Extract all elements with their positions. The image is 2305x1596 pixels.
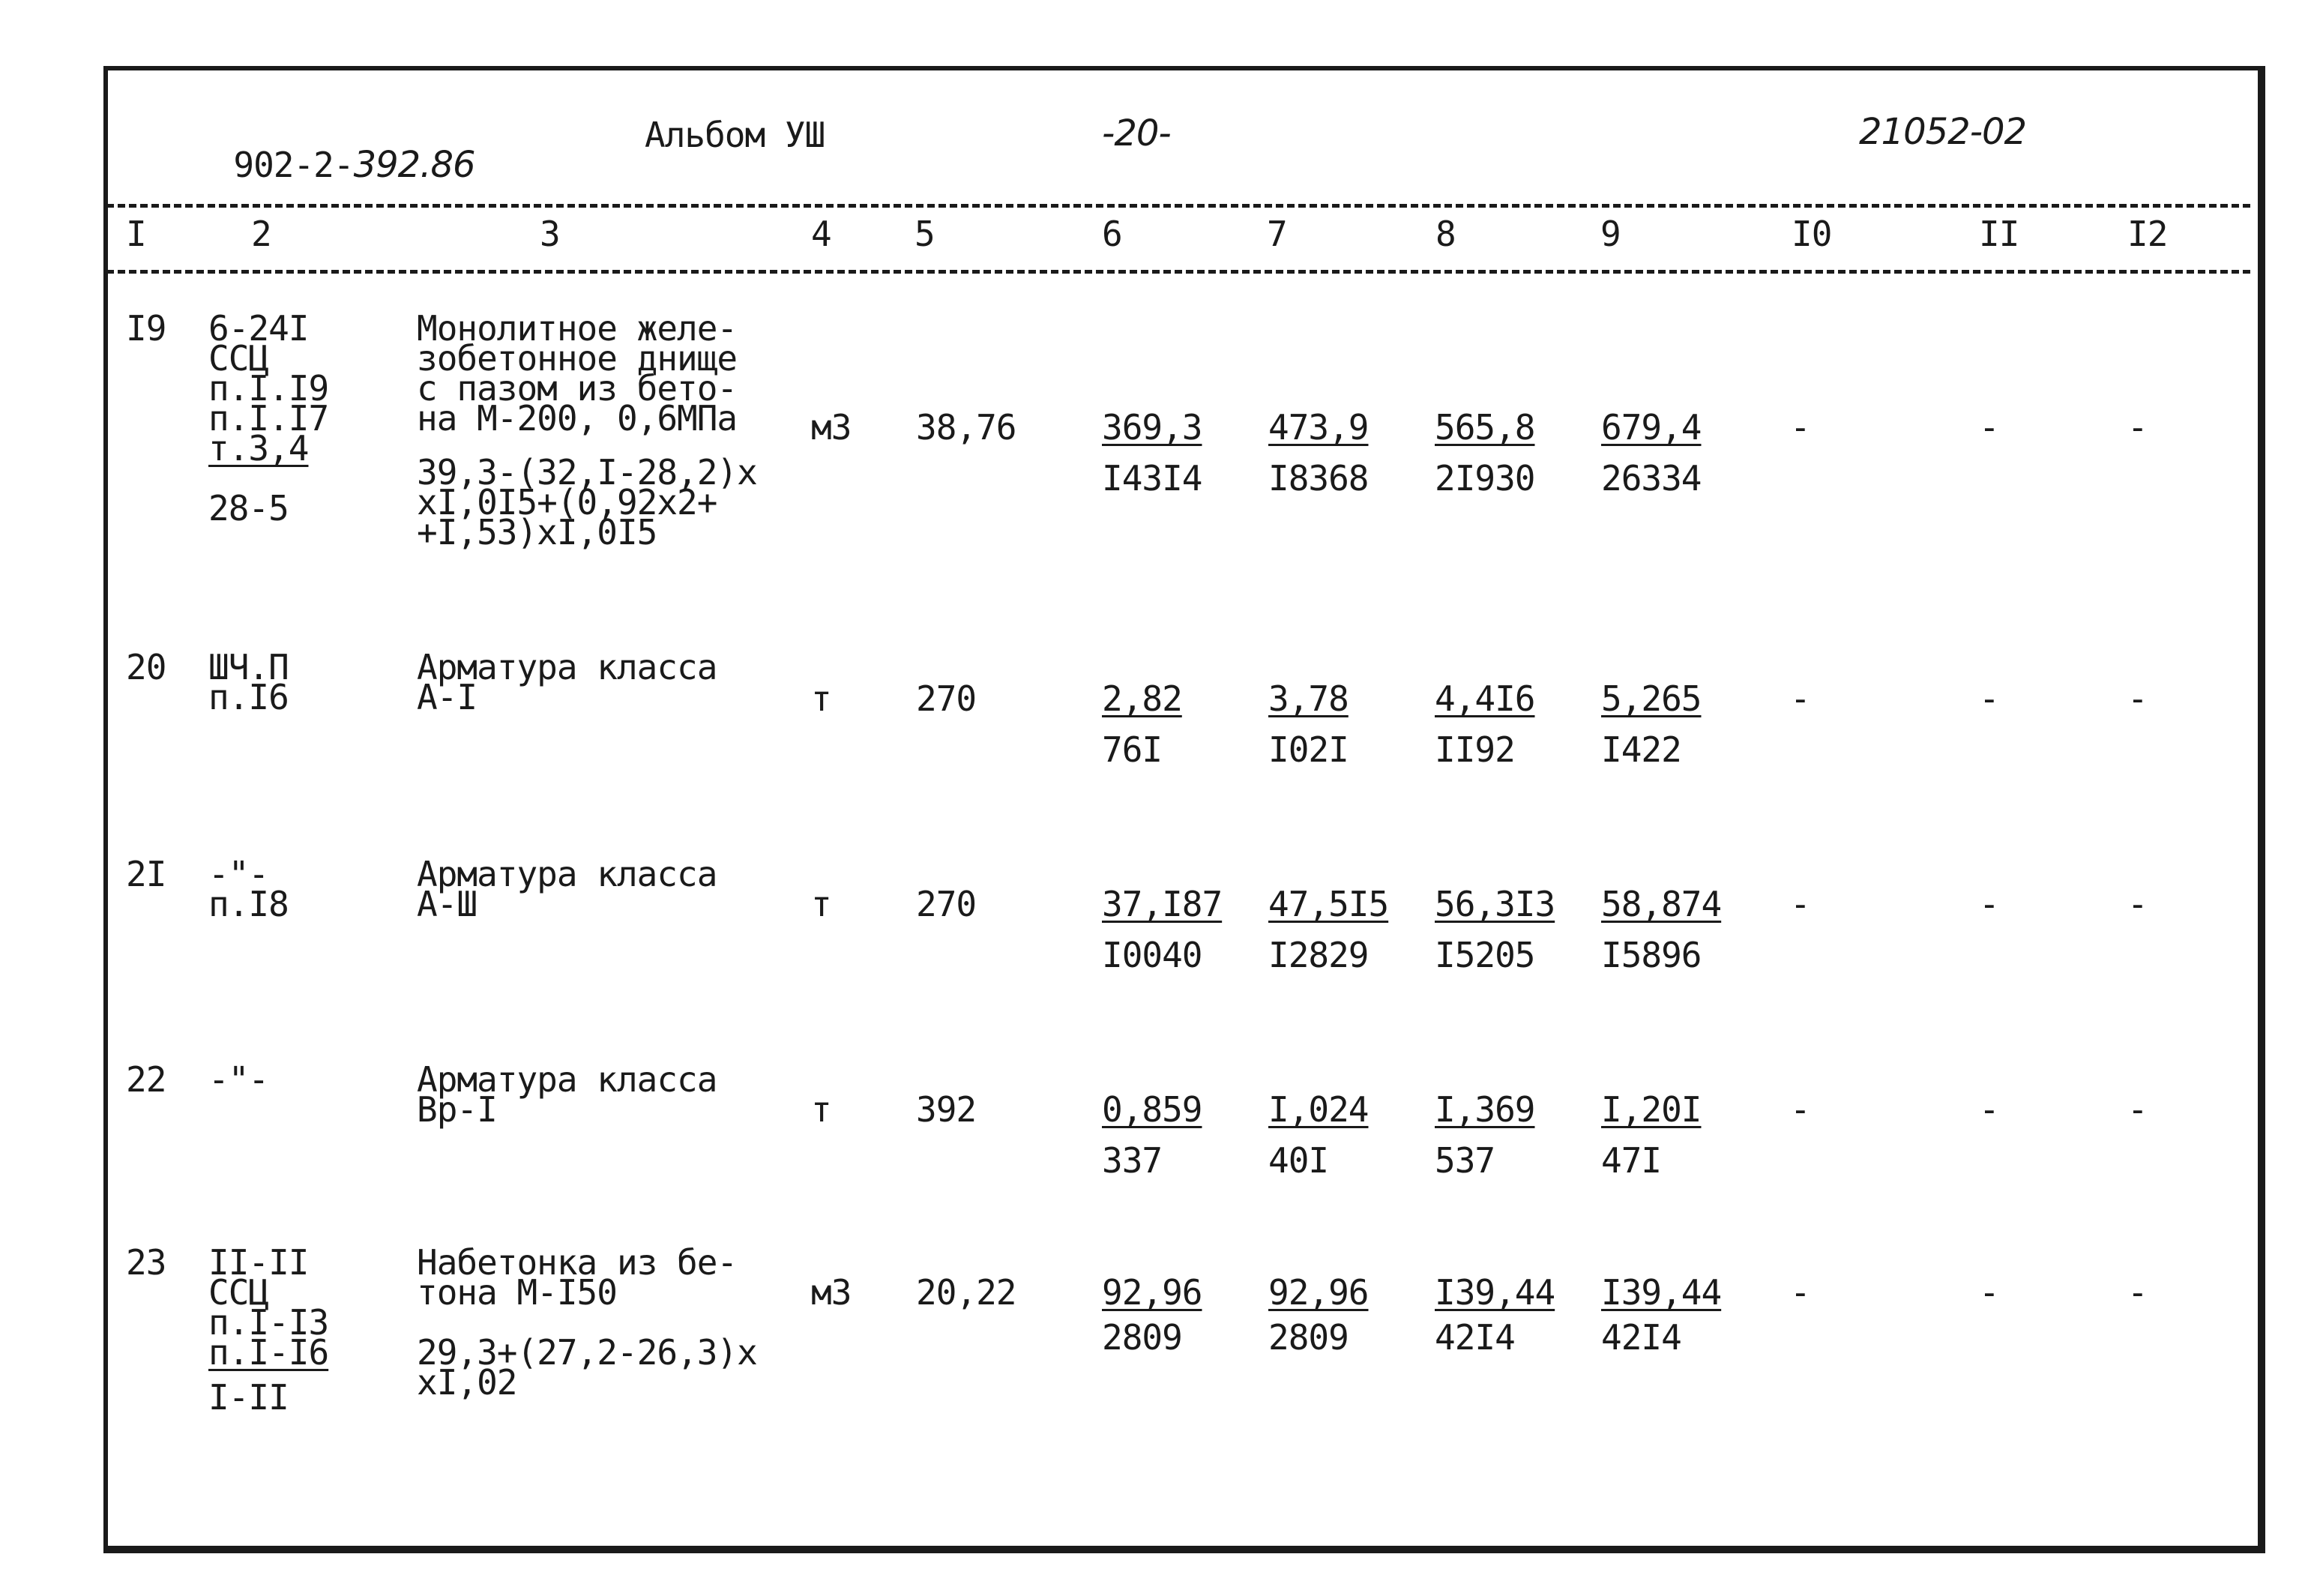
page-number: -20- bbox=[1102, 112, 1171, 154]
col12-dash: - bbox=[2127, 407, 2148, 448]
row-number: 20 bbox=[126, 647, 166, 687]
col12-dash: - bbox=[2127, 884, 2148, 924]
cost-col7: 2809 bbox=[1268, 1317, 1349, 1358]
col10-dash: - bbox=[1790, 884, 1810, 924]
unit: т bbox=[811, 678, 831, 719]
ref-line: -"- bbox=[208, 1059, 269, 1100]
price-col9: I,20I bbox=[1601, 1089, 1702, 1130]
price-col9: I39,44 bbox=[1601, 1272, 1722, 1313]
ref-line: II-II bbox=[208, 1242, 309, 1283]
col11-dash: - bbox=[1979, 1089, 1999, 1130]
ref-line: п.I6 bbox=[208, 677, 289, 717]
col12-dash: - bbox=[2127, 1089, 2148, 1130]
cost-col6: 337 bbox=[1102, 1140, 1163, 1181]
cost-col9: 26334 bbox=[1601, 458, 1702, 499]
header-rule-top bbox=[106, 204, 2250, 208]
doc-code-printed: 902-2- bbox=[233, 145, 354, 185]
unit: т bbox=[811, 1089, 831, 1130]
col-header-6: 6 bbox=[1102, 214, 1122, 254]
col11-dash: - bbox=[1979, 407, 1999, 448]
cost-col8: 537 bbox=[1435, 1140, 1495, 1181]
description-line: А-Ш bbox=[417, 884, 477, 924]
album-label: Альбом УШ bbox=[645, 115, 825, 155]
col-header-11: II bbox=[1979, 214, 2019, 254]
price-col8: 4,4I6 bbox=[1435, 678, 1535, 719]
row-number: 2I bbox=[126, 854, 166, 894]
cost-col8: 42I4 bbox=[1435, 1317, 1515, 1358]
col-header-10: I0 bbox=[1792, 214, 1832, 254]
sheet-code: 21052-02 bbox=[1859, 111, 2027, 153]
col-header-7: 7 bbox=[1267, 214, 1287, 254]
cost-col8: II92 bbox=[1435, 729, 1515, 770]
formula-line: хI,0I5+(0,92х2+ bbox=[417, 482, 717, 523]
formula-line: хI,02 bbox=[417, 1362, 517, 1403]
cost-col9: I422 bbox=[1601, 729, 1681, 770]
col10-dash: - bbox=[1790, 678, 1810, 719]
cost-col8: 2I930 bbox=[1435, 458, 1535, 499]
ref-line: I-II bbox=[208, 1377, 289, 1418]
unit: т bbox=[811, 884, 831, 924]
description-line: тона М-I50 bbox=[417, 1272, 617, 1313]
price-col7: 473,9 bbox=[1268, 407, 1369, 448]
col12-dash: - bbox=[2127, 1272, 2148, 1313]
ref-line: ШЧ.П bbox=[208, 647, 289, 687]
description-line: Арматура класса bbox=[417, 1059, 717, 1100]
quantity: 20,22 bbox=[916, 1272, 1016, 1313]
quantity: 270 bbox=[916, 678, 977, 719]
price-col7: 3,78 bbox=[1268, 678, 1349, 719]
cost-col9: I5896 bbox=[1601, 935, 1702, 975]
ref-line: п.I-I6 bbox=[208, 1332, 329, 1373]
col11-dash: - bbox=[1979, 1272, 1999, 1313]
ref-line: -"- bbox=[208, 854, 269, 894]
col10-dash: - bbox=[1790, 1272, 1810, 1313]
formula-line: +I,53)хI,0I5 bbox=[417, 512, 657, 552]
cost-col9: 47I bbox=[1601, 1140, 1662, 1181]
col-header-9: 9 bbox=[1600, 214, 1621, 254]
cost-col7: I02I bbox=[1268, 729, 1349, 770]
unit: м3 bbox=[811, 1272, 852, 1313]
formula-line: 39,3-(32,I-28,2)х bbox=[417, 452, 757, 493]
col-header-3: 3 bbox=[540, 214, 560, 254]
ref-line: п.I.I9 bbox=[208, 368, 329, 409]
ref-line: ССЦ bbox=[208, 338, 269, 379]
description-line: А-I bbox=[417, 677, 477, 717]
price-col8: I39,44 bbox=[1435, 1272, 1555, 1313]
ref-line: 28-5 bbox=[208, 488, 289, 529]
row-number: I9 bbox=[126, 308, 166, 349]
description-line: на М-200, 0,6МПа bbox=[417, 398, 738, 439]
cost-col7: I2829 bbox=[1268, 935, 1369, 975]
formula-line: 29,3+(27,2-26,3)х bbox=[417, 1332, 757, 1373]
cost-col8: I5205 bbox=[1435, 935, 1535, 975]
col11-dash: - bbox=[1979, 678, 1999, 719]
price-col6: 37,I87 bbox=[1102, 884, 1223, 924]
ref-line: п.I-I3 bbox=[208, 1302, 329, 1343]
quantity: 270 bbox=[916, 884, 977, 924]
price-col7: I,024 bbox=[1268, 1089, 1369, 1130]
price-col6: 92,96 bbox=[1102, 1272, 1202, 1313]
ref-line: п.I8 bbox=[208, 884, 289, 924]
cost-col6: I0040 bbox=[1102, 935, 1202, 975]
quantity: 38,76 bbox=[916, 407, 1016, 448]
price-col9: 5,265 bbox=[1601, 678, 1702, 719]
doc-code-handwritten: 392.86 bbox=[353, 144, 475, 186]
description-line: Арматура класса bbox=[417, 854, 717, 894]
cost-col6: 2809 bbox=[1102, 1317, 1182, 1358]
col-header-2: 2 bbox=[251, 214, 271, 254]
price-col8: 56,3I3 bbox=[1435, 884, 1555, 924]
col-header-5: 5 bbox=[915, 214, 935, 254]
col12-dash: - bbox=[2127, 678, 2148, 719]
price-col9: 679,4 bbox=[1601, 407, 1702, 448]
price-col7: 47,5I5 bbox=[1268, 884, 1389, 924]
price-col6: 369,3 bbox=[1102, 407, 1202, 448]
cost-col6: I43I4 bbox=[1102, 458, 1202, 499]
cost-col6: 76I bbox=[1102, 729, 1163, 770]
price-col8: 565,8 bbox=[1435, 407, 1535, 448]
col-header-4: 4 bbox=[811, 214, 831, 254]
ref-line: ССЦ bbox=[208, 1272, 269, 1313]
quantity: 392 bbox=[916, 1089, 977, 1130]
col10-dash: - bbox=[1790, 407, 1810, 448]
ref-line: т.3,4 bbox=[208, 428, 309, 469]
doc-code bbox=[193, 120, 475, 186]
unit: м3 bbox=[811, 407, 852, 448]
description-line: зобетонное днище bbox=[417, 338, 738, 379]
document-frame bbox=[103, 66, 2265, 1553]
price-col7: 92,96 bbox=[1268, 1272, 1369, 1313]
row-number: 23 bbox=[126, 1242, 166, 1283]
cost-col7: I8368 bbox=[1268, 458, 1369, 499]
ref-line: 6-24I bbox=[208, 308, 309, 349]
col-header-1: I bbox=[126, 214, 146, 254]
price-col8: I,369 bbox=[1435, 1089, 1535, 1130]
price-col9: 58,874 bbox=[1601, 884, 1722, 924]
ref-line: п.I.I7 bbox=[208, 398, 329, 439]
col-header-8: 8 bbox=[1435, 214, 1456, 254]
cost-col7: 40I bbox=[1268, 1140, 1329, 1181]
col11-dash: - bbox=[1979, 884, 1999, 924]
cost-col9: 42I4 bbox=[1601, 1317, 1681, 1358]
col-header-12: I2 bbox=[2127, 214, 2168, 254]
header-rule-bottom bbox=[106, 270, 2250, 274]
description-line: с пазом из бето- bbox=[417, 368, 738, 409]
description-line: Монолитное желе- bbox=[417, 308, 738, 349]
row-number: 22 bbox=[126, 1059, 166, 1100]
description-line: Вр-I bbox=[417, 1089, 497, 1130]
col10-dash: - bbox=[1790, 1089, 1810, 1130]
price-col6: 2,82 bbox=[1102, 678, 1182, 719]
description-line: Арматура класса bbox=[417, 647, 717, 687]
description-line: Набетонка из бе- bbox=[417, 1242, 738, 1283]
price-col6: 0,859 bbox=[1102, 1089, 1202, 1130]
